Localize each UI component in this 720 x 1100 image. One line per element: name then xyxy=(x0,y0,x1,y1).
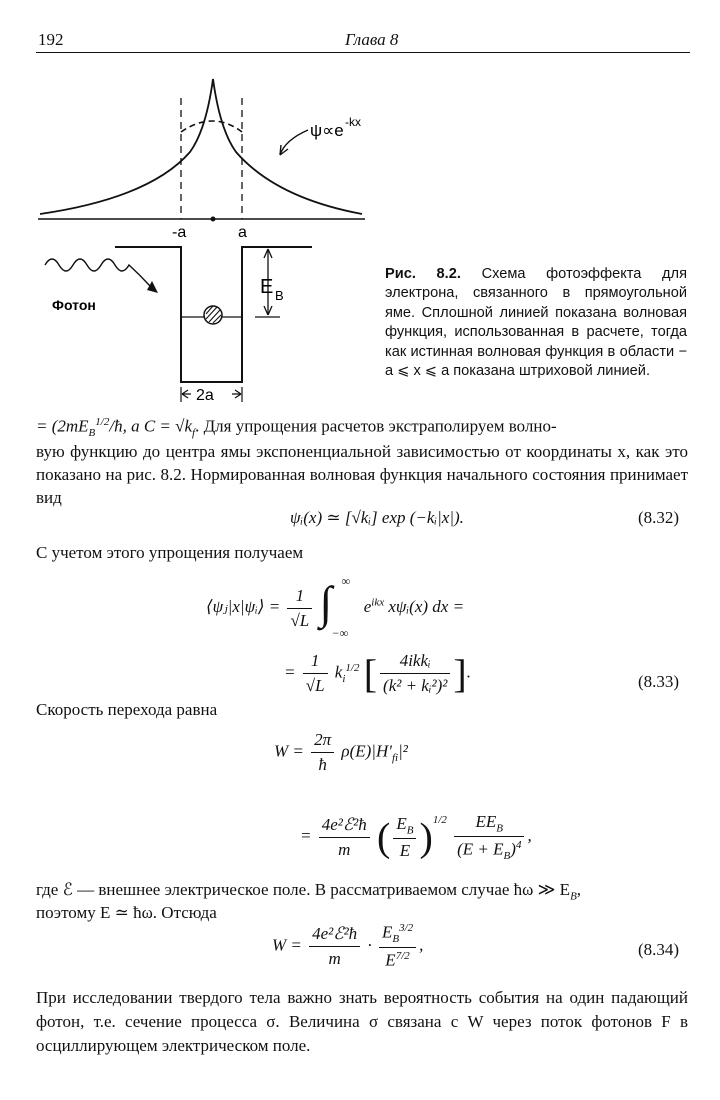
header-rule xyxy=(36,52,690,53)
paragraph-2: С учетом этого упрощения получаем xyxy=(36,543,304,562)
wave-label: ψ∝e xyxy=(310,121,344,140)
paragraph-1-line-1: = ($2mE_B^{1/2}/ħ$, a $C = √k_f$. Для упрощения расчетов экстраполируем волно- xyxy=(36,416,557,440)
energy-label: E xyxy=(260,276,274,298)
photon-wave xyxy=(45,259,150,286)
page-number: 192 xyxy=(38,30,64,49)
width-label: 2a xyxy=(196,387,214,404)
photon-label: Фотон xyxy=(52,297,96,313)
figure-8-2 xyxy=(30,60,370,405)
paragraph-3: Скорость перехода равна xyxy=(36,700,218,719)
equation-W-line-1: W = $\frac{2\pi}{ħ}$ $\rho(E)|H'_{fi}|^2$ xyxy=(274,730,408,774)
paragraph-5: При исследовании твердого тела важно знать вероятность события на один падающий фотон, т.е. сечение процесса σ. Величина σ связана с W через поток фотонов F в осциллирующем электрическом поле. xyxy=(36,988,688,1055)
origin-dot xyxy=(211,217,216,222)
equation-number-8-33: (8.33) xyxy=(638,672,680,691)
chapter-title: Глава 8 xyxy=(345,30,399,49)
energy-label-sub: B xyxy=(275,288,284,303)
equation-8-34: W = $\frac{\text{4e²ℰ²ħ}}{m}$ · $\frac{E_B^{3/2}}{E^{7/2}}$ , xyxy=(272,922,424,970)
caption-label: Рис. 8.2. xyxy=(385,266,461,282)
equation-W-line-2: = $\frac{\text{4e²ℰ²ħ}}{m}$ ( $\frac{E_B}{E}$ )$^{1/2}$ $\frac{EE_B}{(E + E_B)^4}$ , xyxy=(300,812,532,863)
equation-number-8-32: (8.32) xyxy=(638,508,680,527)
equation-8-33-line-2: = $\frac{1}{√L}$ $k_i^{1/2}$ [ $\frac{\text{4ikkᵢ}}{\text{(k² + kᵢ²)²}}$ ]. xyxy=(284,651,471,696)
equation-8-32: ψᵢ(x) ≃ [√kᵢ] exp (−kᵢ|x|). xyxy=(290,508,464,527)
paragraph-4-line-2: поэтому E ≃ ħω. Отсюда xyxy=(36,903,217,922)
paragraph-4-line-1: где ℰ — внешнее электрическое поле. В рассматриваемом случае ħω ≫ $E_B$, xyxy=(36,880,582,903)
dashed-wavefunction xyxy=(181,121,242,132)
potential-well xyxy=(45,247,312,404)
caption-text: Схема фотоэффекта для электрона, связанного в прямоугольной яме. Сплошной линией показана волновая функция, использованная в расчете, тогда как истинная волновая функция в области − a ⩽ x ⩽ a показана штриховой линией. xyxy=(385,266,687,380)
solid-wavefunction xyxy=(40,79,362,214)
tick-label-minus-a: -a xyxy=(172,224,187,241)
tick-label-a: a xyxy=(238,224,247,241)
equation-number-8-34: (8.34) xyxy=(638,940,680,959)
electron-icon xyxy=(204,306,222,324)
figure-caption xyxy=(385,265,687,381)
equation-8-33-line-1: ⟨ψⱼ|x|ψᵢ⟩ = $\frac{1}{√L}$ ∫ ∞ −∞ $e^{ikx}$ xψᵢ(x) dx = xyxy=(206,574,465,640)
paragraph-1-rest: вую функцию до центра ямы экспоненциальной зависимостью от координаты x, как это показано на рис. 8.2. Нормированная волновая функция начального состояния принимает вид xyxy=(36,442,688,507)
wavefunction-graph xyxy=(38,79,365,241)
wave-label-exponent: -kx xyxy=(345,115,361,129)
photon-arrowhead xyxy=(147,281,158,293)
